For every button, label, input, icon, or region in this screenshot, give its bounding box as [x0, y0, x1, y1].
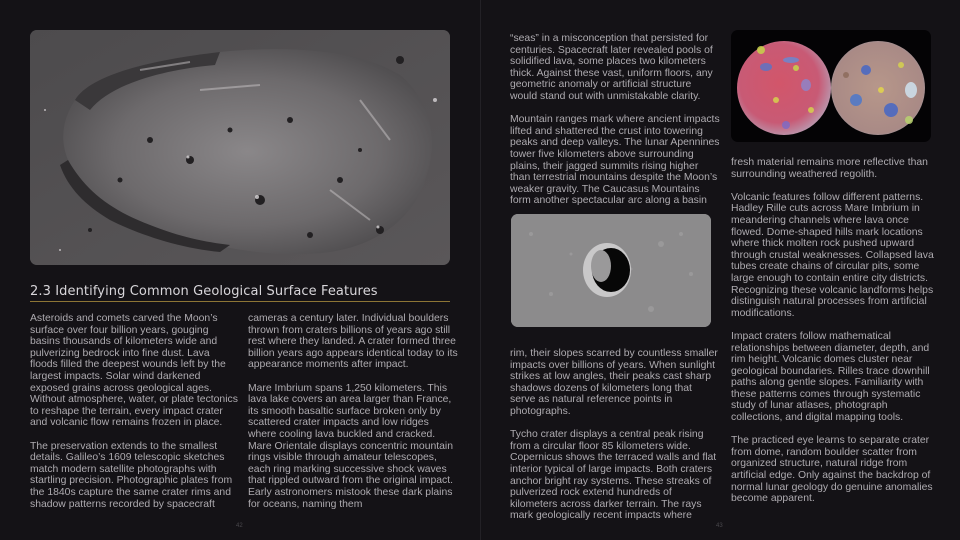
paragraph: Tycho crater displays a central peak rising from a circular floor 85 kilometers wide. Copernicus shows the terraced walls and flat interior typical of large impacts. Both craters anchor bright ray systems. These streaks of pulverized rock extend hundreds of kilometers across darker terrain. The rays mark geologically recent impacts where — [510, 429, 717, 522]
left-page-column-2 — [248, 313, 458, 522]
paragraph: Mountain ranges mark where ancient impacts lifted and shattered the crust into towering peaks and deep valleys. The lunar Apennines tower five kilometers above surrounding plains, their jagged summits rising higher than terrestrial mountains despite the Moon’s weaker gravity. The Caucasus Mountains form another spectacular arc along a basin — [510, 114, 720, 207]
left-page-column-1 — [30, 313, 240, 522]
right-page-column-1-top — [510, 33, 720, 219]
page-number: 43 — [716, 523, 723, 529]
heading-underline — [30, 301, 450, 302]
lunar-geologic-map — [731, 30, 931, 142]
paragraph: Volcanic features follow different patterns. Hadley Rille cuts across Mare Imbrium in meandering channels where lava once flowed. Dome-shaped hills mark locations where thick molten rock pushed upward through crustal weaknesses. Collapsed lava tubes create chains of circular pits, some large enough to contain entire city districts. Recognizing these volcanic landforms helps distinguish natural processes from artificial modifications. — [731, 191, 934, 319]
section-heading: 2.3 Identifying Common Geological Surface Features — [30, 284, 378, 299]
paragraph: “seas” in a misconception that persisted for centuries. Spacecraft later revealed pools of solidified lava, some places two kilometers thick. Against these vast, uniform floors, any geometric anomaly or artificial structure would stand out with unmistakable clarity. — [510, 33, 713, 102]
paragraph: Asteroids and comets carved the Moon’s surface over four billion years, gouging basins thousands of kilometers wide and pulverizing bedrock into fine dust. Lava floods filled the deepest wounds left by the largest impacts. Solar wind darkened exposed grains across geological ages. Without atmosphere, water, or plate tectonics to reshape the terrain, every impact crater and volcanic flow remains frozen in place. — [30, 313, 238, 429]
paragraph: The preservation extends to the smallest details. Galileo’s 1609 telescopic sketches match modern satellite photographs with startling precision. Photographic plates from the 1840s capture the same crater rims and shadow patterns recorded by spacecraft — [30, 440, 233, 510]
paragraph: rim, their slopes scarred by countless smaller impacts over billions of years. When sunlight strikes at low angles, their peaks cast sharp shadows dozens of kilometers long that serve as natural reference points in photographs. — [510, 348, 718, 417]
right-page-column-2 — [731, 157, 941, 516]
right-page — [481, 0, 960, 540]
paragraph: cameras a century later. Individual boulders thrown from craters billions of years ago still rest where they landed. A crater formed three billion years ago appears identical today to its appearance moments after impact. — [248, 313, 458, 371]
lunar-mountain-photo — [30, 30, 450, 265]
paragraph: Impact craters follow mathematical relationships between diameter, depth, and rim height. Volcanic domes cluster near geological boundaries. Rilles trace downhill paths along gentle slopes. Familiarity with these patterns comes through systematic study of lunar atlases, photograph collections, and digital mapping tools. — [731, 330, 930, 424]
right-page-column-1-bottom — [510, 348, 720, 534]
paragraph: The practiced eye learns to separate crater from dome, random boulder scatter from organized structure, natural ridge from artificial edge. Only against the backdrop of normal lunar geology do genuine anomalies become apparent. — [731, 435, 933, 505]
lunar-pit-photo-icon — [511, 214, 711, 327]
lunar-pit-photo — [511, 214, 711, 327]
geologic-map-globes-icon — [731, 30, 931, 142]
moon-terrain-photo-icon — [30, 30, 450, 265]
paragraph: Mare Imbrium spans 1,250 kilometers. This lava lake covers an area larger than France, its smooth basaltic surface broken only by scattered crater impacts and low ridges where cooling lava buckled and cracked. Mare Orientale displays concentric mountain rings visible through amateur telescopes, each ring marking successive shock waves that rippled outward from the original impact. Early astronomers mistook these dark plains for oceans, naming them — [248, 382, 454, 510]
page-number: 42 — [236, 523, 243, 529]
paragraph: fresh material remains more reflective than surrounding weathered regolith. — [731, 157, 928, 180]
